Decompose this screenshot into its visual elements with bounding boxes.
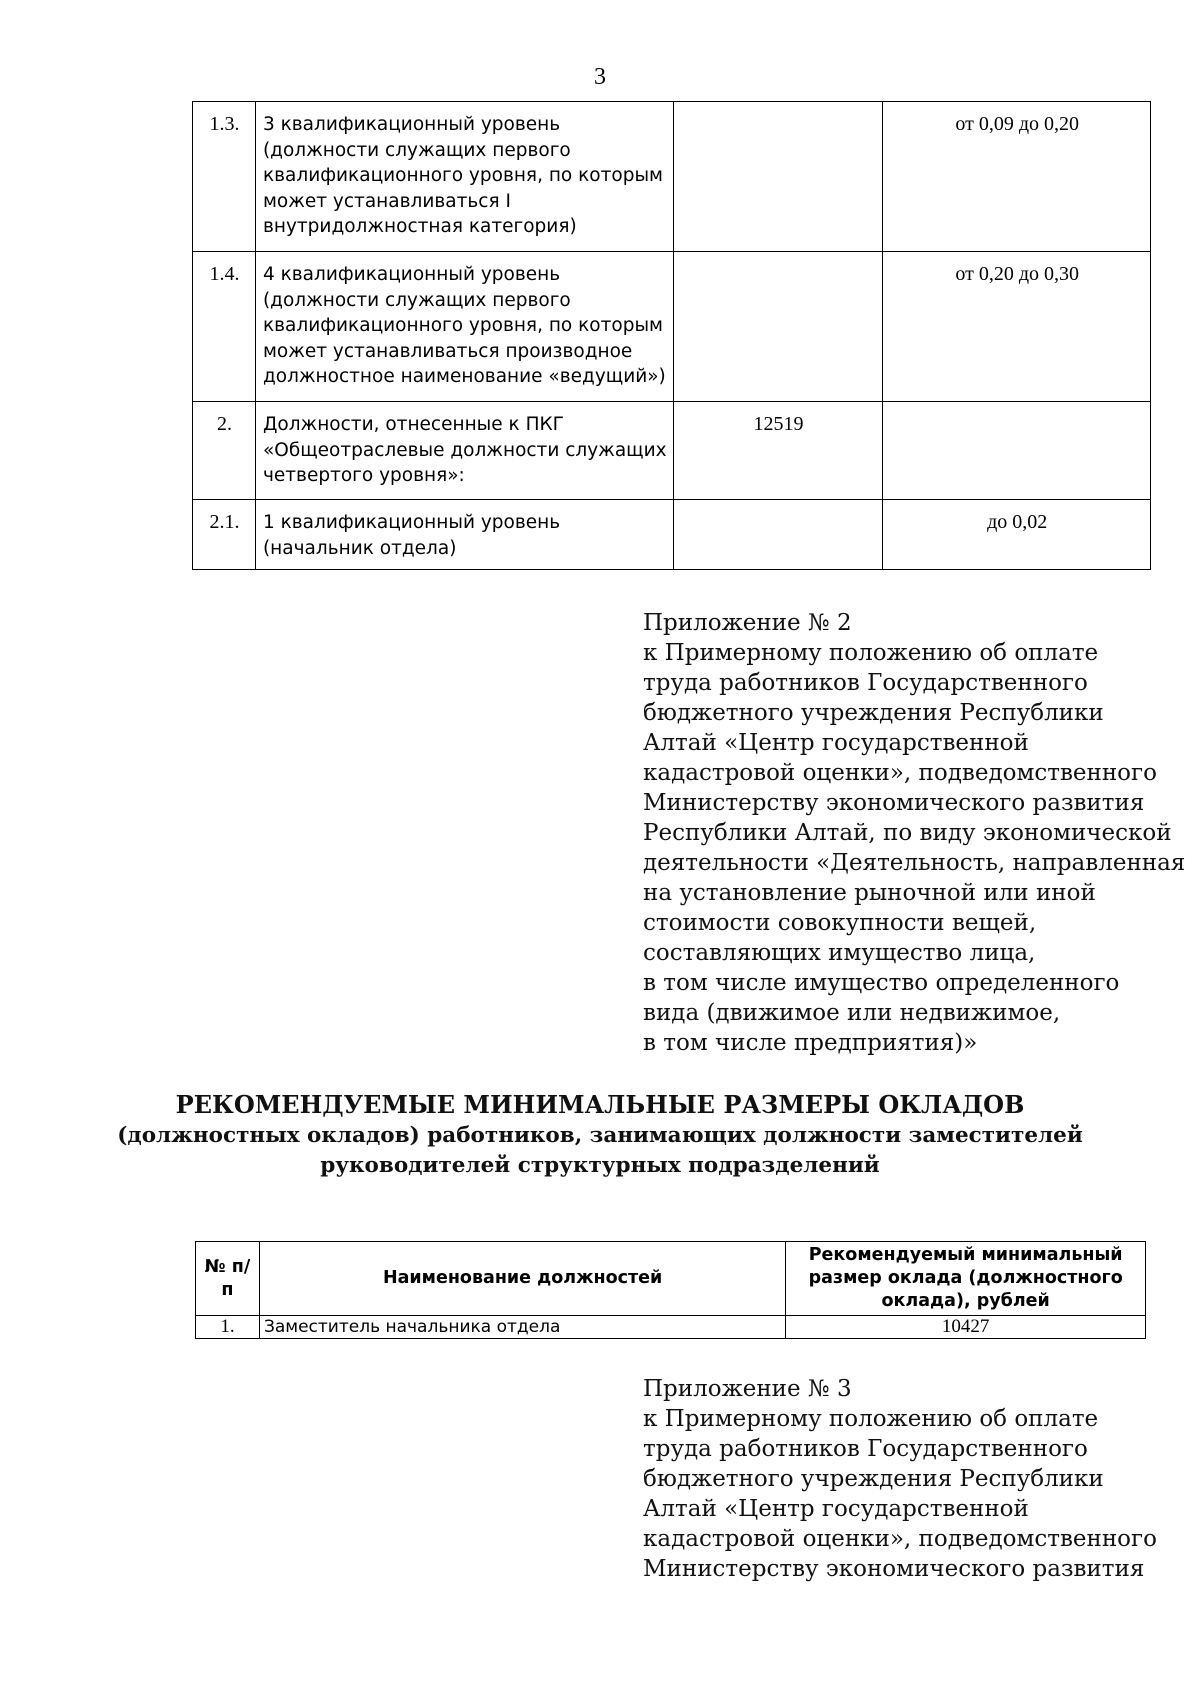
table-row (193, 252, 1151, 402)
page-number: 3 (594, 64, 606, 90)
salary-value (673, 102, 883, 252)
position-name: Заместитель начальника отдела (259, 1316, 785, 1339)
appendix-line: в том числе имущество определенного (643, 970, 1120, 996)
row-number: 1.3. (193, 102, 256, 252)
appendix-3-caption (643, 1374, 1157, 1584)
coefficient-value: от 0,20 до 0,30 (883, 252, 1151, 402)
appendix-line: Приложение № 2 (643, 610, 852, 636)
salary-value: 10427 (786, 1316, 1146, 1339)
position-name: Должности, отнесенные к ПКГ «Общеотраслевые должности служащих четвертого уровня»: (255, 402, 673, 500)
table-row (193, 500, 1151, 570)
appendix-line: Республики Алтай, по виду экономической (643, 820, 1172, 846)
appendix-line: на установление рыночной или иной (643, 880, 1096, 906)
appendix-line: деятельности «Деятельность, направленная (643, 850, 1186, 876)
appendix-line: кадастровой оценки», подведомственного (643, 760, 1157, 786)
column-header-salary: Рекомендуемый минимальный размер оклада (должностного оклада), рублей (786, 1242, 1146, 1316)
column-header-name: Наименование должностей (259, 1242, 785, 1316)
appendix-line: Алтай «Центр государственной (643, 1496, 1029, 1522)
deputy-salary-table (195, 1241, 1146, 1339)
section-subheading: руководителей структурных подразделений (320, 1153, 880, 1178)
appendix-line: труда работников Государственного (643, 1436, 1088, 1462)
appendix-line: вида (движимое или недвижимое, (643, 1000, 1061, 1026)
table-header-row (196, 1242, 1146, 1316)
officials-salary-table (192, 101, 1151, 570)
salary-value: 12519 (673, 402, 883, 500)
coefficient-value (883, 402, 1151, 500)
appendix-line: к Примерному положению об оплате (643, 1406, 1099, 1432)
salary-value (673, 252, 883, 402)
coefficient-value: до 0,02 (883, 500, 1151, 570)
table-row (193, 102, 1151, 252)
appendix-line: кадастровой оценки», подведомственного (643, 1526, 1157, 1552)
appendix-line: Министерству экономического развития (643, 1556, 1145, 1582)
table-row (196, 1316, 1146, 1339)
table-row (193, 402, 1151, 500)
appendix-line: составляющих имущество лица, (643, 940, 1036, 966)
appendix-line: к Примерному положению об оплате (643, 640, 1099, 666)
section-subheading: (должностных окладов) работников, занимающих должности заместителей (117, 1123, 1083, 1148)
appendix-2-caption (643, 608, 1185, 1058)
coefficient-value: от 0,09 до 0,20 (883, 102, 1151, 252)
appendix-line: труда работников Государственного (643, 670, 1088, 696)
row-number: 1. (196, 1316, 260, 1339)
section-heading: РЕКОМЕНДУЕМЫЕ МИНИМАЛЬНЫЕ РАЗМЕРЫ ОКЛАДОВ (175, 1090, 1025, 1119)
row-number: 2. (193, 402, 256, 500)
appendix-line: бюджетного учреждения Республики (643, 1466, 1104, 1492)
position-name: 3 квалификационный уровень (должности служащих первого квалификационного уровня, по которым может устанавливаться I внутридолжностная категория) (255, 102, 673, 252)
appendix-line: Приложение № 3 (643, 1376, 852, 1402)
position-name: 1 квалификационный уровень (начальник отдела) (255, 500, 673, 570)
row-number: 1.4. (193, 252, 256, 402)
appendix-line: бюджетного учреждения Республики (643, 700, 1104, 726)
appendix-line: Министерству экономического развития (643, 790, 1145, 816)
salary-value (673, 500, 883, 570)
column-header-number: № п/п (196, 1242, 260, 1316)
appendix-line: Алтай «Центр государственной (643, 730, 1029, 756)
position-name: 4 квалификационный уровень (должности служащих первого квалификационного уровня, по которым может устанавливаться производное должностное наименование «ведущий») (255, 252, 673, 402)
appendix-line: в том числе предприятия)» (643, 1030, 978, 1056)
row-number: 2.1. (193, 500, 256, 570)
appendix-line: стоимости совокупности вещей, (643, 910, 1037, 936)
